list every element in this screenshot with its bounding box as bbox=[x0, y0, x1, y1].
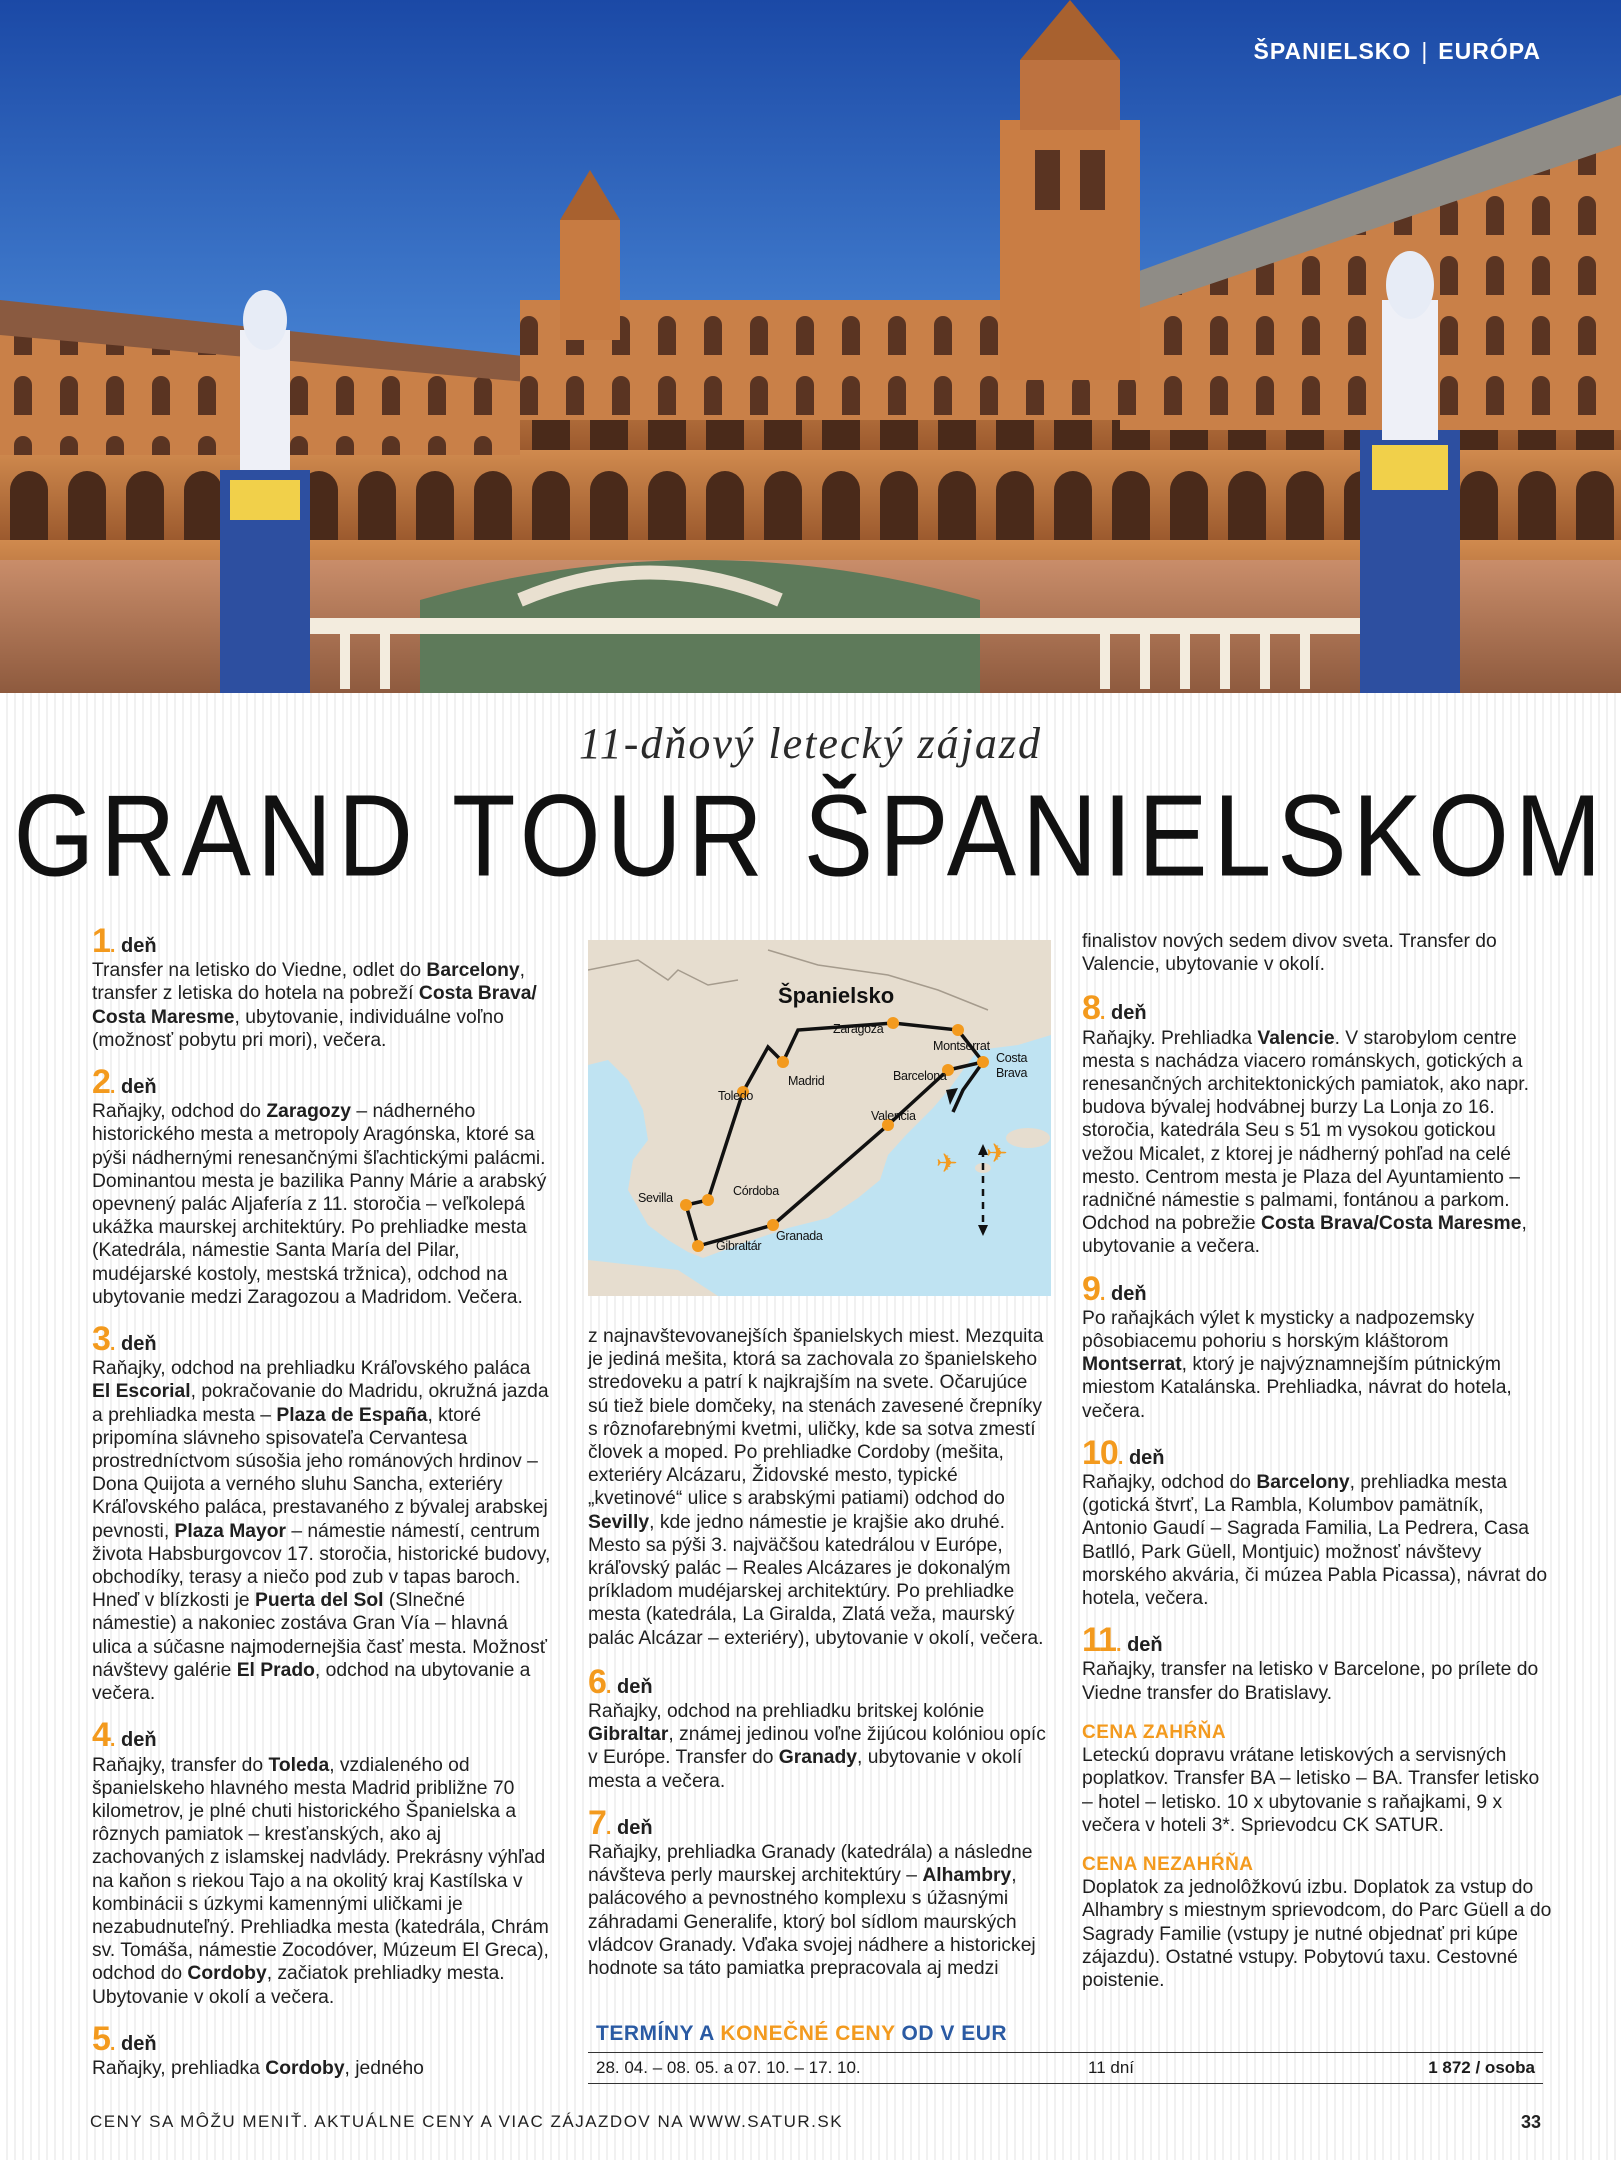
route-map bbox=[588, 940, 1051, 1296]
spain-map-svg bbox=[588, 940, 1051, 1296]
map-label-toledo: Toledo bbox=[718, 1089, 754, 1103]
column-1 bbox=[92, 922, 552, 2080]
price-excludes-heading: CENA NEZAHŔŇA bbox=[1082, 1853, 1254, 1875]
day-10 bbox=[1082, 1433, 1552, 1610]
city-dot-gibraltar bbox=[692, 1240, 704, 1252]
day-11 bbox=[1082, 1621, 1552, 1705]
day-1 bbox=[92, 922, 552, 1052]
day-label: . deň bbox=[114, 935, 157, 958]
day-text: Raňajky, prehliadka Granady (katedrála) a následne návšteva perly maurskej architektúry – Alhambry, palácového a pevnostného komplexu s úžasnými záhradami Generalife, ktorý bol sídlom maurských vládcov Granady. Vďaka svojej nádhere a historickej hodnote sa táto pamiatka prepracovala aj medzi bbox=[588, 1842, 1036, 1980]
price-includes-text: Leteckú dopravu vrátane letiskových a servisných poplatkov. Transfer BA – letisko – BA. Transfer letisko – hotel – letisko. 10 x ubytovanie s raňajkami, 9 x večera v hoteli 3*. Sprievodcu CK SATUR. bbox=[1082, 1745, 1540, 1836]
terms-row bbox=[588, 2052, 1543, 2084]
map-label-costa: Costa bbox=[996, 1051, 1028, 1065]
day-number: 2 bbox=[92, 1063, 110, 1102]
day-label: . deň bbox=[1104, 1283, 1147, 1306]
day-label: . deň bbox=[610, 1817, 653, 1840]
price-includes-heading: CENA ZAHŔŇA bbox=[1082, 1721, 1227, 1743]
city-dot-zaragoza bbox=[887, 1017, 899, 1029]
day-6 bbox=[588, 1662, 1053, 1793]
footer-note: CENY SA MÔŽU MENIŤ. AKTUÁLNE CENY A VIAC ZÁJAZDOV NA WWW.SATUR.SK bbox=[90, 2112, 844, 2131]
day-text: Raňajky, transfer na letisko v Barcelone, po prílete do Viedne transfer do Bratislavy. bbox=[1082, 1659, 1539, 1704]
day-label: . deň bbox=[610, 1676, 653, 1699]
terms-dates: 28. 04. – 08. 05. a 07. 10. – 17. 10. bbox=[596, 2058, 861, 2077]
breadcrumb-separator: | bbox=[1421, 38, 1429, 64]
breadcrumb-country: ŠPANIELSKO bbox=[1253, 38, 1412, 64]
terms-heading-c: OD V EUR bbox=[895, 2022, 1008, 2045]
day-label: . deň bbox=[1122, 1447, 1165, 1470]
city-dot-sevilla bbox=[680, 1199, 692, 1211]
map-label-sevilla: Sevilla bbox=[638, 1191, 673, 1205]
day-number: 11 bbox=[1082, 1621, 1116, 1660]
terms-price: 1 872 / osoba bbox=[1428, 2058, 1535, 2077]
day-5 bbox=[92, 2019, 552, 2080]
column-2 bbox=[588, 1325, 1053, 1980]
day-7 bbox=[588, 1803, 1053, 1980]
day-label: . deň bbox=[114, 1729, 157, 1752]
terms-duration: 11 dní bbox=[1088, 2058, 1135, 2077]
day-label: . deň bbox=[114, 1333, 157, 1356]
day-text: Raňajky, transfer do Toleda, vzdialeného od španielskeho hlavného mesta Madrid približne 70 kilometrov, je plné chuti historického Španielska a rôznych pamiatok – kresťanských, ako aj zachovaných z islamskej nadvlády. Prekrásny výhľad na kaňon s riekou Tajo a na okolitý kraj Kastílska v kombinácii s úzkymi kamennými uličkami je nezabudnuteľný. Prehliadka mesta (katedrála, Chrám sv. Tomáša, námestie Zocodóver, Múzeum El Greca), odchod do Cordoby, začiatok prehliadky mesta. Ubytovanie v okolí a večera. bbox=[92, 1754, 549, 2008]
day-text: Raňajky, odchod na prehliadku britskej kolónie Gibraltar, známej jedinou voľne žijúcou kolóniou opíc v Európe. Transfer do Granady, ubytovanie v okolí mesta a večera. bbox=[588, 1701, 1046, 1792]
day-label: . deň bbox=[1120, 1634, 1163, 1657]
day-number: 7 bbox=[588, 1803, 606, 1842]
page-number: 33 bbox=[1520, 2112, 1541, 2132]
day-9 bbox=[1082, 1269, 1552, 1423]
day-8 bbox=[1082, 989, 1552, 1258]
page-subtitle: 11-dňový letecký zájazd bbox=[578, 719, 1042, 768]
map-label-madrid: Madrid bbox=[788, 1074, 825, 1088]
day-label: . deň bbox=[114, 1076, 157, 1099]
day-number: 6 bbox=[588, 1662, 606, 1701]
day-4 bbox=[92, 1716, 552, 2008]
map-label-cordoba: Córdoba bbox=[733, 1184, 779, 1198]
terms-heading-a: TERMÍNY A bbox=[596, 2022, 721, 2045]
terms-heading bbox=[588, 2022, 1543, 2046]
day-text: Raňajky, odchod na prehliadku Kráľovského paláca El Escorial, pokračovanie do Madridu, okružná jazda a prehliadka mesta – Plaza de España, ktoré pripomína slávneho spisovateľa Cervantesa prostredníctvom súsošia jeho románových hrdinov – Dona Quijota a verného sluhu Sancha, exteriéry Kráľovského paláca, prestavaného z bývalej arabskej pevnosti, Plaza Mayor – námestie námestí, centrum života Habsburgovcov 17. storočia, historické budovy, obchodíky, terasy a niečo pod zub v tapas baroch. Hneď v blízkosti je Puerta del Sol (Slnečné námestie) a nakoniec zostáva Gran Vía – hlavná ulica a súčasne najmodernejšia časť mesta. Možnosť návštevy galérie El Prado, odchod na ubytovanie a večera. bbox=[92, 1358, 551, 1705]
day-number: 5 bbox=[92, 2019, 110, 2058]
day-number: 1 bbox=[92, 922, 110, 960]
map-label-montserrat: Montserrat bbox=[933, 1039, 990, 1053]
terms-table bbox=[588, 2022, 1543, 2084]
day-text: Transfer na letisko do Viedne, odlet do Barcelony, transfer z letiska do hotela na pobreží Costa Brava/ Costa Maresme, ubytovanie, individuálne voľno (možnosť pobytu pri mori), večera. bbox=[92, 960, 537, 1051]
map-label-zaragoza: Zaragoza bbox=[833, 1022, 884, 1036]
map-label-granada: Granada bbox=[776, 1229, 823, 1243]
price-excludes-text: Doplatok za jednolôžkovú izbu. Doplatok za vstup do Alhambry s miestnym sprievodcom, do Parc Güell a do Sagrady Familie (vstupy je nutné objednať pri kúpe zájazdu). Ostatné vstupy. Pobytovú taxu. Cestovné poistenie. bbox=[1082, 1877, 1552, 1991]
day-3 bbox=[92, 1320, 552, 1705]
terms-heading-b: KONEČNÉ CENY bbox=[720, 2022, 896, 2045]
day-text: Raňajky, odchod do Barcelony, prehliadka mesta (gotická štvrť, La Rambla, Kolumbov pamätník, Antonio Gaudí – Sagrada Familia, La Pedrera, Casa Batlló, Park Güell, Montjuic) možnosť návštevy morského akvária, či múzea Pabla Picassa), návrat do hotela, večera. bbox=[1082, 1472, 1548, 1610]
day-number: 4 bbox=[92, 1716, 110, 1755]
page-title: GRAND TOUR ŠPANIELSKOM bbox=[13, 771, 1608, 902]
plane-icon: ✈ bbox=[936, 1148, 958, 1178]
day-number: 8 bbox=[1082, 989, 1100, 1028]
plane-icon: ✈ bbox=[986, 1138, 1008, 1168]
day-text: Raňajky, prehliadka Cordoby, jedného bbox=[92, 2057, 424, 2079]
hero-photo bbox=[0, 0, 1621, 693]
map-label-barcelona: Barcelona bbox=[893, 1069, 947, 1083]
day-2 bbox=[92, 1063, 552, 1309]
breadcrumb-region: EURÓPA bbox=[1438, 38, 1541, 64]
day-7-continued: finalistov nových sedem divov sveta. Transfer do Valencie, ubytovanie v okolí. bbox=[1082, 931, 1497, 976]
day-label: . deň bbox=[1104, 1002, 1147, 1025]
day-5-continued: z najnavštevovanejších španielskych miest. Mezquita je jediná mešita, ktorá sa zachovala zo španielskeho stredoveku a patrí k najkrajším na svete. Očarujúce sú tiež biele domčeky, na stenách zavesené črepníky s rôznofarebnými kvetmi, uličky, kde sa sotva zmestí človek a moped. Po prehliadke Cordoby (mešita, exteriéry Alcázaru, Židovské mesto, typické „kvetinové“ ulice s arabskými patiami) odchod do Sevilly, kde jedno námestie je krajšie ako druhé. Mesto sa pýši 3. najväčšou katedrálou v Európe, kráľovský palác – Reales Alcázares je dokonalým príkladom mudéjarskej architektúry. Po prehliadke mesta (katedrála, La Giralda, Zlatá veža, maurský palác Alcázar – exteriéry), ubytovanie v okolí, večera. bbox=[588, 1326, 1044, 1649]
breadcrumb bbox=[1253, 38, 1541, 65]
column-3 bbox=[1082, 930, 1552, 1992]
map-mallorca bbox=[1006, 1128, 1050, 1148]
map-label-gibraltar: Gibraltár bbox=[716, 1239, 762, 1253]
city-dot-montserrat bbox=[952, 1024, 964, 1036]
day-number: 3 bbox=[92, 1320, 110, 1359]
city-dot-barcelona bbox=[977, 1056, 989, 1068]
day-text: Po raňajkách výlet k mysticky a nadpozemsky pôsobiacemu pohoriu s horským kláštorom Montserrat, ktorý je najvýznamnejším pútnickým miestom Katalánska. Prehliadka, návrat do hotela, večera. bbox=[1082, 1307, 1512, 1422]
day-number: 9 bbox=[1082, 1269, 1100, 1308]
plaza-de-espana-illustration bbox=[0, 0, 1621, 693]
map-label-valencia: Valencia bbox=[871, 1109, 916, 1123]
day-number: 10 bbox=[1082, 1433, 1118, 1472]
day-label: . deň bbox=[114, 2033, 157, 2056]
city-dot-cordoba bbox=[702, 1194, 714, 1206]
map-label-brava: Brava bbox=[996, 1066, 1028, 1080]
day-text: Raňajky. Prehliadka Valencie. V starobylom centre mesta s nachádza viacero románskych, gotických a renesančných architektonických pamiatok, ako napr. budova bývalej hodvábnej burzy La Lonja zo 16. storočia, katedrála Seu s 51 m vysokou gotickou vežou Micalet, z ktorej je nádherný pohľad na celé mesto. Centrom mesta je Plaza del Ayuntamiento – radničné námestie s palmami, fontánou a parkom. Odchod na pobrežie Costa Brava/Costa Maresme, ubytovanie a večera. bbox=[1082, 1027, 1529, 1258]
map-title: Španielsko bbox=[778, 983, 895, 1008]
city-dot-madrid bbox=[777, 1056, 789, 1068]
day-text: Raňajky, odchod do Zaragozy – nádherného historického mesta a metropoly Aragónska, ktoré sa pýši nádhernými renesančnými šľachtickými palácmi. Dominantou mesta je bazilika Panny Márie a arabský opevnený palác Aljafería z 11. storočia – veľkolepá ukážka maurskej architektúry. Po prehliadke mesta (Katedrála, námestie Santa María del Pilar, mudéjarské kostoly, mestská tržnica), odchod na ubytovanie medzi Zaragozou a Madridom. Večera. bbox=[92, 1101, 547, 1308]
